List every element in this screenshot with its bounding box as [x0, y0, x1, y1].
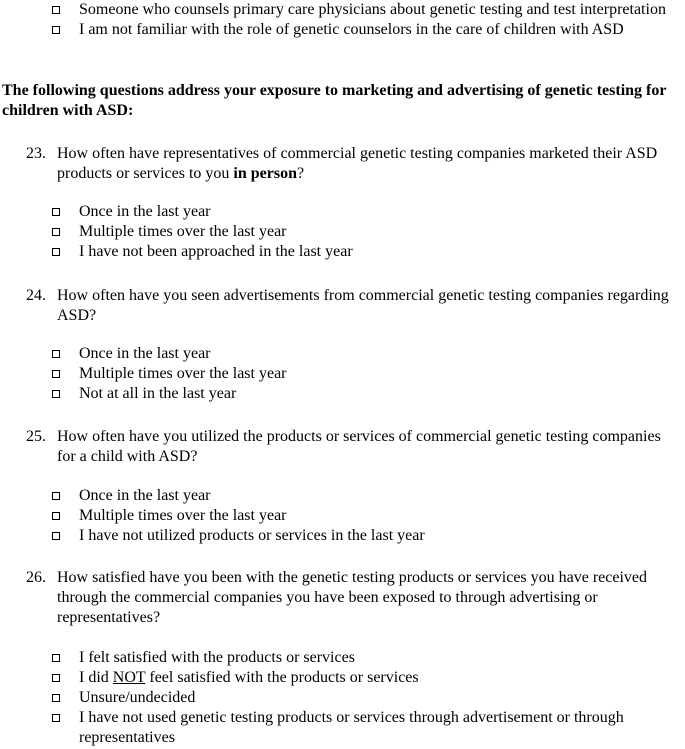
q23-options: [52, 202, 682, 262]
question-24: [26, 286, 682, 326]
checkbox-icon[interactable]: [52, 674, 60, 682]
option-label-part: feel satisfied with the products or services: [145, 669, 419, 686]
question-text: How satisfied have you been with the genetic testing products or services you have received through the commercial companies you have been exposed to through advertising or representatives?: [57, 569, 648, 626]
option-label: Once in the last year: [79, 203, 211, 220]
option[interactable]: [52, 364, 682, 384]
checkbox-icon[interactable]: [52, 208, 60, 216]
option[interactable]: [52, 202, 682, 222]
option[interactable]: [52, 486, 682, 506]
option[interactable]: [52, 526, 682, 546]
q25-options: [52, 486, 682, 546]
checkbox-icon[interactable]: [52, 390, 60, 398]
question-25: [26, 427, 682, 467]
question-text: How often have you seen advertisements from commercial genetic testing companies regarding ASD?: [57, 287, 669, 324]
q26-options: [52, 648, 682, 748]
option[interactable]: [52, 344, 682, 364]
option-label: Multiple times over the last year: [79, 223, 287, 240]
option-label: Multiple times over the last year: [79, 507, 287, 524]
question-number: 25.: [26, 428, 46, 445]
checkbox-icon[interactable]: [52, 532, 60, 540]
question-text-part: ?: [296, 165, 305, 182]
option-label: I have not utilized products or services in the last year: [79, 527, 425, 544]
checkbox-icon[interactable]: [52, 350, 60, 358]
question-text: How often have you utilized the products or services of commercial genetic testing companies for a child with ASD?: [57, 428, 661, 465]
option-label: I have not been approached in the last year: [79, 243, 353, 260]
option[interactable]: [52, 506, 682, 526]
option-label-underline: NOT: [112, 669, 146, 686]
option[interactable]: [52, 384, 682, 404]
checkbox-icon[interactable]: [52, 512, 60, 520]
option-label: I am not familiar with the role of genetic counselors in the care of children with ASD: [79, 21, 624, 38]
question-text-emphasis: in person: [233, 165, 297, 182]
checkbox-icon[interactable]: [52, 654, 60, 662]
question-26: [26, 568, 682, 628]
checkbox-icon[interactable]: [52, 694, 60, 702]
option[interactable]: [52, 222, 682, 242]
option[interactable]: [52, 688, 682, 708]
option-label: Once in the last year: [79, 345, 211, 362]
question-23: [26, 144, 682, 184]
option-label: [79, 668, 682, 688]
option[interactable]: [52, 648, 682, 668]
checkbox-icon[interactable]: [52, 492, 60, 500]
checkbox-icon[interactable]: [52, 26, 60, 34]
question-number: 24.: [26, 287, 46, 304]
checkbox-icon[interactable]: [52, 370, 60, 378]
option-label-part: I did: [79, 669, 113, 686]
option[interactable]: [52, 708, 682, 748]
question-number: 26.: [26, 569, 46, 586]
option-label: Someone who counsels primary care physicians about genetic testing and test interpretation: [79, 1, 666, 18]
q24-options: [52, 344, 682, 404]
option-label: Unsure/undecided: [79, 689, 196, 706]
option-label: I have not used genetic testing products or services through advertisement or through representatives: [79, 709, 624, 746]
checkbox-icon[interactable]: [52, 714, 60, 722]
option[interactable]: [52, 242, 682, 262]
checkbox-icon[interactable]: [52, 6, 60, 14]
checkbox-icon[interactable]: [52, 228, 60, 236]
checkbox-icon[interactable]: [52, 248, 60, 256]
option-label: Multiple times over the last year: [79, 365, 287, 382]
option-label: Once in the last year: [79, 487, 211, 504]
q22-options: [52, 0, 682, 40]
option-label: Not at all in the last year: [79, 385, 237, 402]
section-heading: The following questions address your exposure to marketing and advertising of genetic testing for children with ASD:: [2, 82, 667, 119]
question-text-part: How often have representatives of commercial genetic testing companies marketed their ASD products or services to you: [57, 145, 658, 182]
question-number: 23.: [26, 145, 46, 162]
option[interactable]: [52, 668, 682, 688]
option-counsels-pcp[interactable]: [52, 0, 682, 20]
option-not-familiar[interactable]: [52, 20, 682, 40]
question-text: [57, 144, 682, 184]
option-label: I felt satisfied with the products or services: [79, 649, 355, 666]
